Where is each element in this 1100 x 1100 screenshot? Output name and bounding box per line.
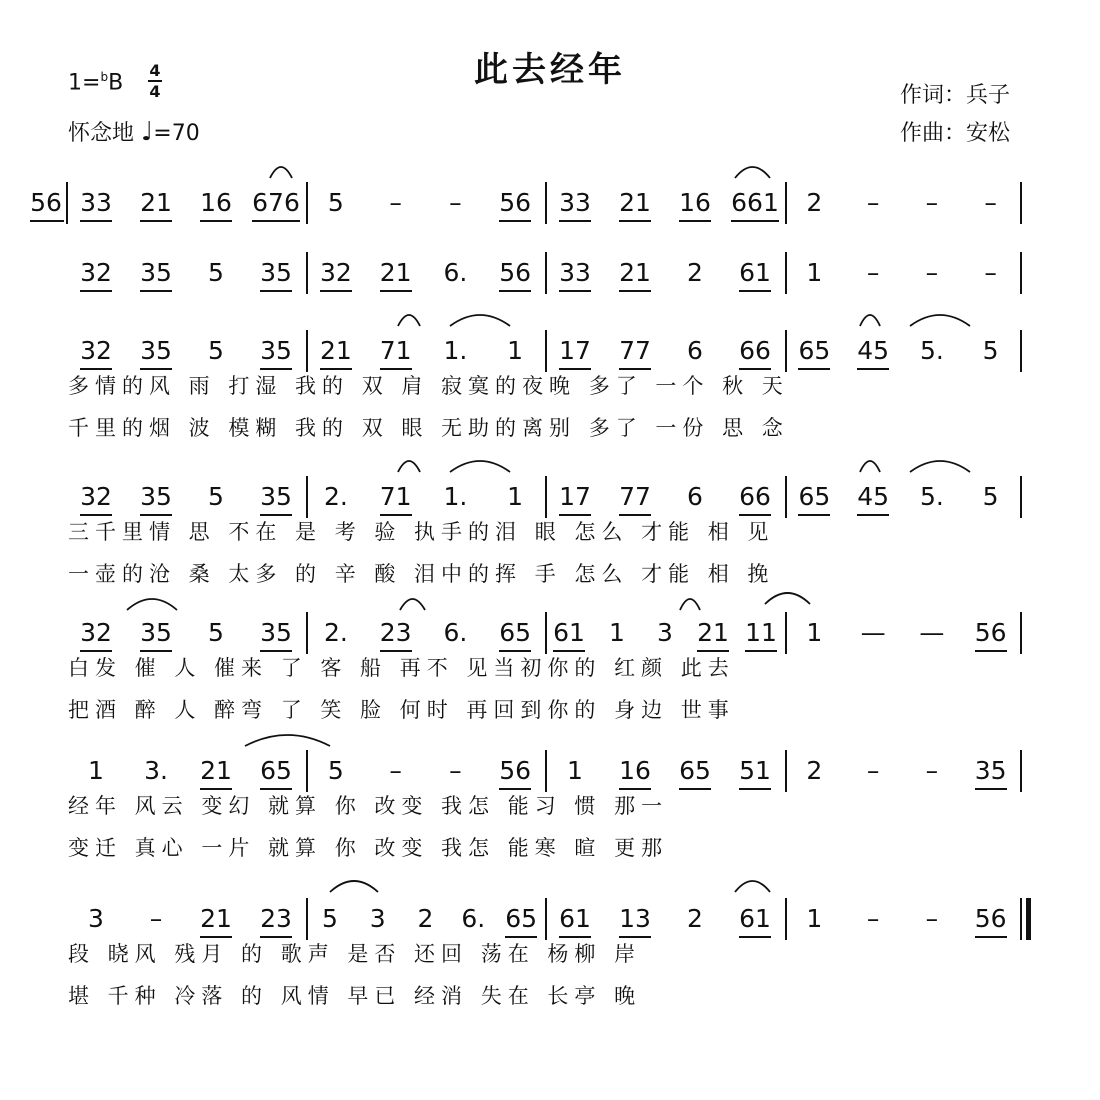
jianpu-note: 35 bbox=[260, 618, 292, 647]
jianpu-note: – bbox=[449, 188, 462, 217]
jianpu-note: 1 bbox=[567, 756, 583, 785]
jianpu-note: 35 bbox=[140, 258, 172, 287]
slur-mark bbox=[450, 461, 510, 472]
jianpu-note: 61 bbox=[739, 258, 771, 287]
jianpu-note: 61 bbox=[553, 618, 585, 647]
jianpu-note: 1. bbox=[443, 336, 468, 365]
key-note: B bbox=[108, 70, 124, 96]
jianpu-note: 65 bbox=[679, 756, 711, 785]
jianpu-note: 21 bbox=[200, 904, 232, 933]
jianpu-note: 6. bbox=[461, 904, 486, 933]
jianpu-note: 35 bbox=[974, 756, 1007, 785]
jianpu-note: 5 bbox=[982, 336, 999, 365]
jianpu-note: 5 bbox=[208, 258, 224, 287]
jianpu-note: 77 bbox=[619, 482, 651, 511]
jianpu-note: 51 bbox=[739, 756, 771, 785]
jianpu-note: 5 bbox=[208, 336, 224, 365]
jianpu-note: 1 bbox=[507, 336, 524, 365]
jianpu-note: 33 bbox=[559, 188, 591, 217]
slur-mark bbox=[680, 599, 700, 610]
jianpu-note: 3 bbox=[88, 904, 104, 933]
jianpu-note: 21 bbox=[140, 188, 172, 217]
jianpu-note: 66 bbox=[739, 336, 771, 365]
jianpu-note: 21 bbox=[200, 756, 232, 785]
jianpu-note: 65 bbox=[798, 336, 831, 365]
jianpu-note: 65 bbox=[505, 904, 537, 933]
jianpu-note: 23 bbox=[379, 618, 412, 647]
jianpu-note: 35 bbox=[140, 482, 172, 511]
jianpu-note: 2 bbox=[417, 904, 434, 933]
jianpu-note: 56 bbox=[499, 188, 532, 217]
jianpu-note: – bbox=[984, 188, 997, 217]
jianpu-note: 1 bbox=[507, 482, 524, 511]
jianpu-note: 5. bbox=[919, 482, 944, 511]
jianpu-note: — bbox=[860, 618, 886, 647]
jianpu-note: – bbox=[389, 756, 402, 785]
jianpu-note: – bbox=[866, 188, 880, 217]
jianpu-note: 33 bbox=[559, 258, 591, 287]
jianpu-note: 1 bbox=[806, 904, 823, 933]
jianpu-note: 2. bbox=[323, 618, 348, 647]
jianpu-note: 6 bbox=[687, 336, 703, 365]
jianpu-note: 65 bbox=[260, 756, 292, 785]
jianpu-note: 17 bbox=[559, 336, 591, 365]
lyric-verse-1: 白发 催 人 催来 了 客 船 再不 见当初你的 红颜 此去 bbox=[68, 656, 735, 680]
lyric-verse-2: 一壶的沧 桑 太多 的 辛 酸 泪中的挥 手 怎么 才能 相 挽 bbox=[68, 562, 775, 586]
jianpu-note: 5 bbox=[982, 482, 999, 511]
jianpu-note: 1 bbox=[609, 618, 625, 647]
slur-mark bbox=[860, 461, 880, 472]
jianpu-note: 3 bbox=[657, 618, 673, 647]
jianpu-note: 32 bbox=[319, 258, 352, 287]
jianpu-note: 5 bbox=[327, 188, 344, 217]
jianpu-note: 5 bbox=[321, 904, 338, 933]
jianpu-note: 32 bbox=[80, 336, 112, 365]
jianpu-note: 661 bbox=[731, 188, 779, 217]
jianpu-note: – bbox=[866, 258, 880, 287]
jianpu-note: 71 bbox=[379, 336, 412, 365]
lyric-verse-2: 把酒 醉 人 醉弯 了 笑 脸 何时 再回到你的 身边 世事 bbox=[68, 698, 735, 722]
lyric-verse-2: 千里的烟 波 模糊 我的 双 眼 无助的离别 多了 一份 思 念 bbox=[68, 416, 789, 440]
composer-credit: 作曲：安松 bbox=[900, 121, 1011, 146]
jianpu-note: 17 bbox=[559, 482, 591, 511]
lyric-verse-1: 经年 风云 变幻 就算 你 改变 我怎 能习 惯 那一 bbox=[68, 794, 669, 818]
slur-mark bbox=[127, 599, 177, 610]
jianpu-note: 21 bbox=[619, 188, 651, 217]
jianpu-note: – bbox=[866, 756, 880, 785]
slur-mark bbox=[450, 315, 510, 326]
jianpu-note: – bbox=[149, 904, 163, 933]
jianpu-note: 32 bbox=[80, 618, 112, 647]
key-flat: b bbox=[100, 70, 109, 84]
jianpu-note: 16 bbox=[619, 756, 651, 785]
tempo-value: =70 bbox=[153, 121, 200, 146]
slur-mark bbox=[398, 315, 420, 326]
slur-mark bbox=[270, 167, 292, 178]
jianpu-note: 2 bbox=[687, 258, 703, 287]
jianpu-note: 676 bbox=[252, 188, 300, 217]
jianpu-note: 61 bbox=[559, 904, 591, 933]
jianpu-note: 56 bbox=[974, 618, 1007, 647]
jianpu-note: 23 bbox=[260, 904, 292, 933]
jianpu-note: 3 bbox=[369, 904, 386, 933]
jianpu-note: 2 bbox=[806, 188, 823, 217]
time-top: 4 bbox=[149, 61, 161, 80]
jianpu-note: 5. bbox=[919, 336, 944, 365]
slur-mark bbox=[765, 593, 810, 604]
jianpu-note: 5 bbox=[208, 482, 224, 511]
jianpu-note: – bbox=[389, 188, 402, 217]
jianpu-note: 45 bbox=[857, 336, 890, 365]
jianpu-note: 1 bbox=[806, 618, 823, 647]
jianpu-note: 56 bbox=[499, 756, 532, 785]
jianpu-note: 32 bbox=[80, 258, 112, 287]
slur-mark bbox=[735, 881, 770, 892]
jianpu-note: 35 bbox=[260, 258, 292, 287]
jianpu-note: 65 bbox=[499, 618, 532, 647]
jianpu-note: 66 bbox=[739, 482, 771, 511]
tempo-note-icon: ♩ bbox=[141, 117, 154, 147]
slur-mark bbox=[245, 735, 330, 746]
jianpu-note: 1. bbox=[443, 482, 468, 511]
jianpu-note: 6 bbox=[687, 482, 703, 511]
jianpu-note: – bbox=[925, 258, 939, 287]
jianpu-note: – bbox=[925, 188, 939, 217]
jianpu-note: – bbox=[866, 904, 880, 933]
slur-mark bbox=[910, 315, 970, 326]
jianpu-note: 1 bbox=[806, 258, 823, 287]
jianpu-note: – bbox=[925, 904, 939, 933]
jianpu-note: 33 bbox=[80, 188, 112, 217]
jianpu-note: – bbox=[925, 756, 939, 785]
jianpu-note: 16 bbox=[679, 188, 711, 217]
jianpu-note: 5 bbox=[327, 756, 344, 785]
jianpu-note: 13 bbox=[619, 904, 651, 933]
slur-mark bbox=[398, 461, 420, 472]
lyric-verse-1: 三千里情 思 不在 是 考 验 执手的泪 眼 怎么 才能 相 见 bbox=[68, 520, 775, 544]
jianpu-note: 56 bbox=[974, 904, 1007, 933]
jianpu-note: 5 bbox=[208, 618, 224, 647]
jianpu-note: 21 bbox=[379, 258, 412, 287]
jianpu-note: 16 bbox=[200, 188, 232, 217]
jianpu-note: 77 bbox=[619, 336, 651, 365]
jianpu-note: 35 bbox=[140, 618, 172, 647]
jianpu-note: 61 bbox=[739, 904, 771, 933]
jianpu-note: 3. bbox=[144, 756, 168, 785]
lyric-verse-2: 堪 千种 冷落 的 风情 早已 经消 失在 长亭 晚 bbox=[68, 984, 642, 1008]
key-prefix: 1= bbox=[68, 70, 101, 96]
jianpu-note: 35 bbox=[260, 482, 292, 511]
jianpu-note: 71 bbox=[379, 482, 412, 511]
jianpu-note: 2. bbox=[323, 482, 348, 511]
jianpu-note: — bbox=[919, 618, 945, 647]
lyric-verse-2: 变迁 真心 一片 就算 你 改变 我怎 能寒 暄 更那 bbox=[68, 836, 669, 860]
jianpu-note: 2 bbox=[806, 756, 823, 785]
lyric-verse-1: 段 晓风 残月 的 歌声 是否 还回 荡在 杨柳 岸 bbox=[68, 942, 642, 966]
jianpu-note: 2 bbox=[687, 904, 703, 933]
jianpu-note: 6. bbox=[443, 258, 468, 287]
jianpu-note: 35 bbox=[260, 336, 292, 365]
jianpu-note: 32 bbox=[80, 482, 112, 511]
slur-mark bbox=[735, 167, 770, 178]
jianpu-note: – bbox=[449, 756, 462, 785]
jianpu-note: 45 bbox=[857, 482, 890, 511]
jianpu-note: 21 bbox=[319, 336, 352, 365]
slur-mark bbox=[910, 461, 970, 472]
slur-mark bbox=[330, 881, 378, 892]
jianpu-note: 21 bbox=[697, 618, 729, 647]
jianpu-note: 11 bbox=[745, 618, 777, 647]
slur-mark bbox=[400, 599, 425, 610]
jianpu-note: 65 bbox=[798, 482, 831, 511]
jianpu-note: 35 bbox=[140, 336, 172, 365]
song-title: 此去经年 bbox=[474, 50, 626, 90]
time-bottom: 4 bbox=[149, 82, 161, 101]
tempo-word: 怀念地 bbox=[68, 121, 135, 146]
pickup-note: 56 bbox=[30, 188, 62, 217]
jianpu-note: 1 bbox=[88, 756, 104, 785]
jianpu-note: 21 bbox=[619, 258, 651, 287]
jianpu-note: 6. bbox=[443, 618, 468, 647]
jianpu-note: 56 bbox=[499, 258, 532, 287]
slur-mark bbox=[860, 315, 880, 326]
lyric-verse-1: 多情的风 雨 打湿 我的 双 肩 寂寞的夜晚 多了 一个 秋 天 bbox=[68, 374, 789, 398]
lyricist-credit: 作词：兵子 bbox=[900, 83, 1011, 108]
jianpu-note: – bbox=[984, 258, 997, 287]
